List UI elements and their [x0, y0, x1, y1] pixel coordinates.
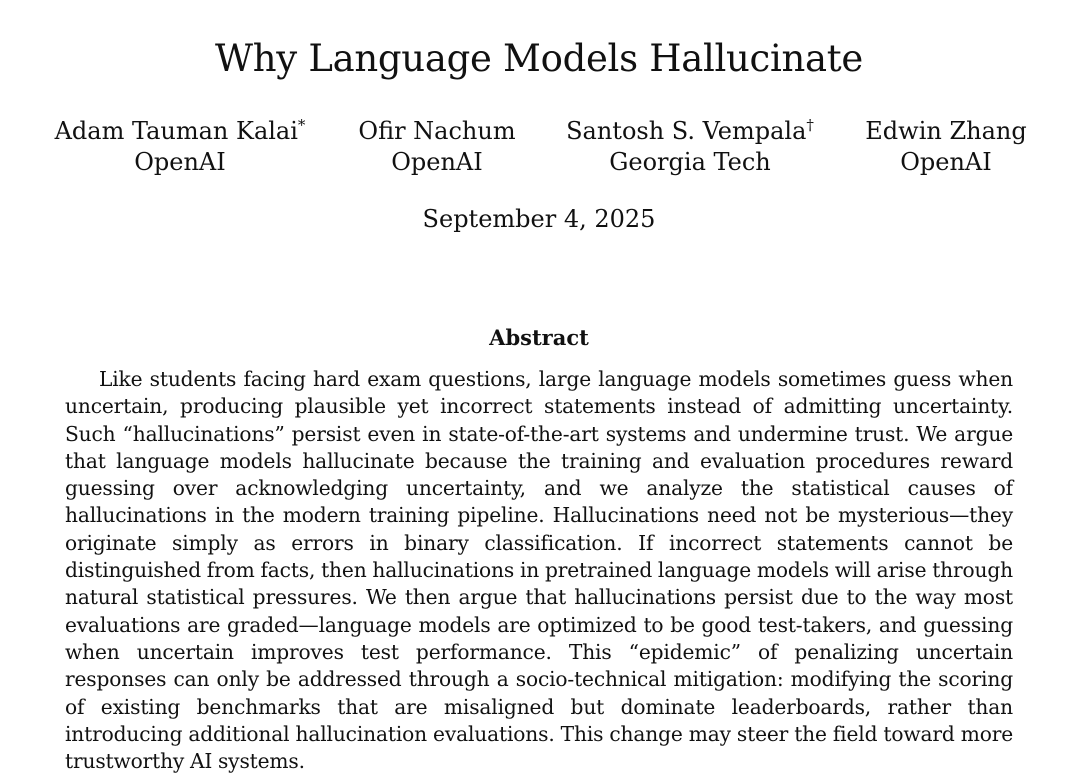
author-block	[560, 116, 820, 178]
author-affiliation: OpenAI	[134, 148, 226, 176]
author-name	[352, 116, 522, 147]
author-name-text: Santosh S. Vempala	[566, 117, 807, 145]
author-affiliation: OpenAI	[900, 148, 992, 176]
author-block	[854, 116, 1038, 178]
author-name-text: Adam Tauman Kalai	[54, 117, 298, 145]
abstract-text: Like students facing hard exam questions, large language models sometimes guess when uncertain, producing plausible yet incorrect statements instead of admitting uncertainty. Such “hallucinations” persist even in state-of-the-art systems and undermine trust. We argue that language models hallucinate because the training and evaluation procedures reward guessing over acknowledging uncertainty, and we analyze the statistical causes of hallucinations in the modern training pipeline. Hallucinations need not be mysterious—they originate simply as errors in binary classification. If incorrect statements cannot be distinguished from facts, then hallucinations in pretrained language models will arise through natural statistical pressures. We then argue that hallucinations persist due to the way most evaluations are graded—language models are optimized to be good test-takers, and guessing when uncertain improves test performance. This “epidemic” of penalizing uncertain responses can only be addressed through a socio-technical mitigation: modifying the scoring of existing benchmarks that are misaligned but dominate leaderboards, rather than introducing additional hallucination evaluations. This change may steer the field toward more trustworthy AI systems.	[65, 367, 1013, 774]
paper-title: Why Language Models Hallucinate	[215, 37, 863, 80]
author-block	[352, 116, 522, 178]
author-affiliation: Georgia Tech	[609, 148, 771, 176]
author-affiliation: OpenAI	[391, 148, 483, 176]
author-name	[854, 116, 1038, 147]
author-footnote-mark: †	[806, 116, 814, 134]
author-block	[40, 116, 320, 178]
author-name	[560, 116, 820, 147]
author-name-text: Ofir Nachum	[358, 117, 516, 145]
author-name-text: Edwin Zhang	[865, 117, 1027, 145]
abstract-heading: Abstract	[489, 325, 589, 350]
author-name	[40, 116, 320, 147]
author-footnote-mark: *	[297, 116, 306, 134]
publication-date: September 4, 2025	[422, 205, 656, 233]
